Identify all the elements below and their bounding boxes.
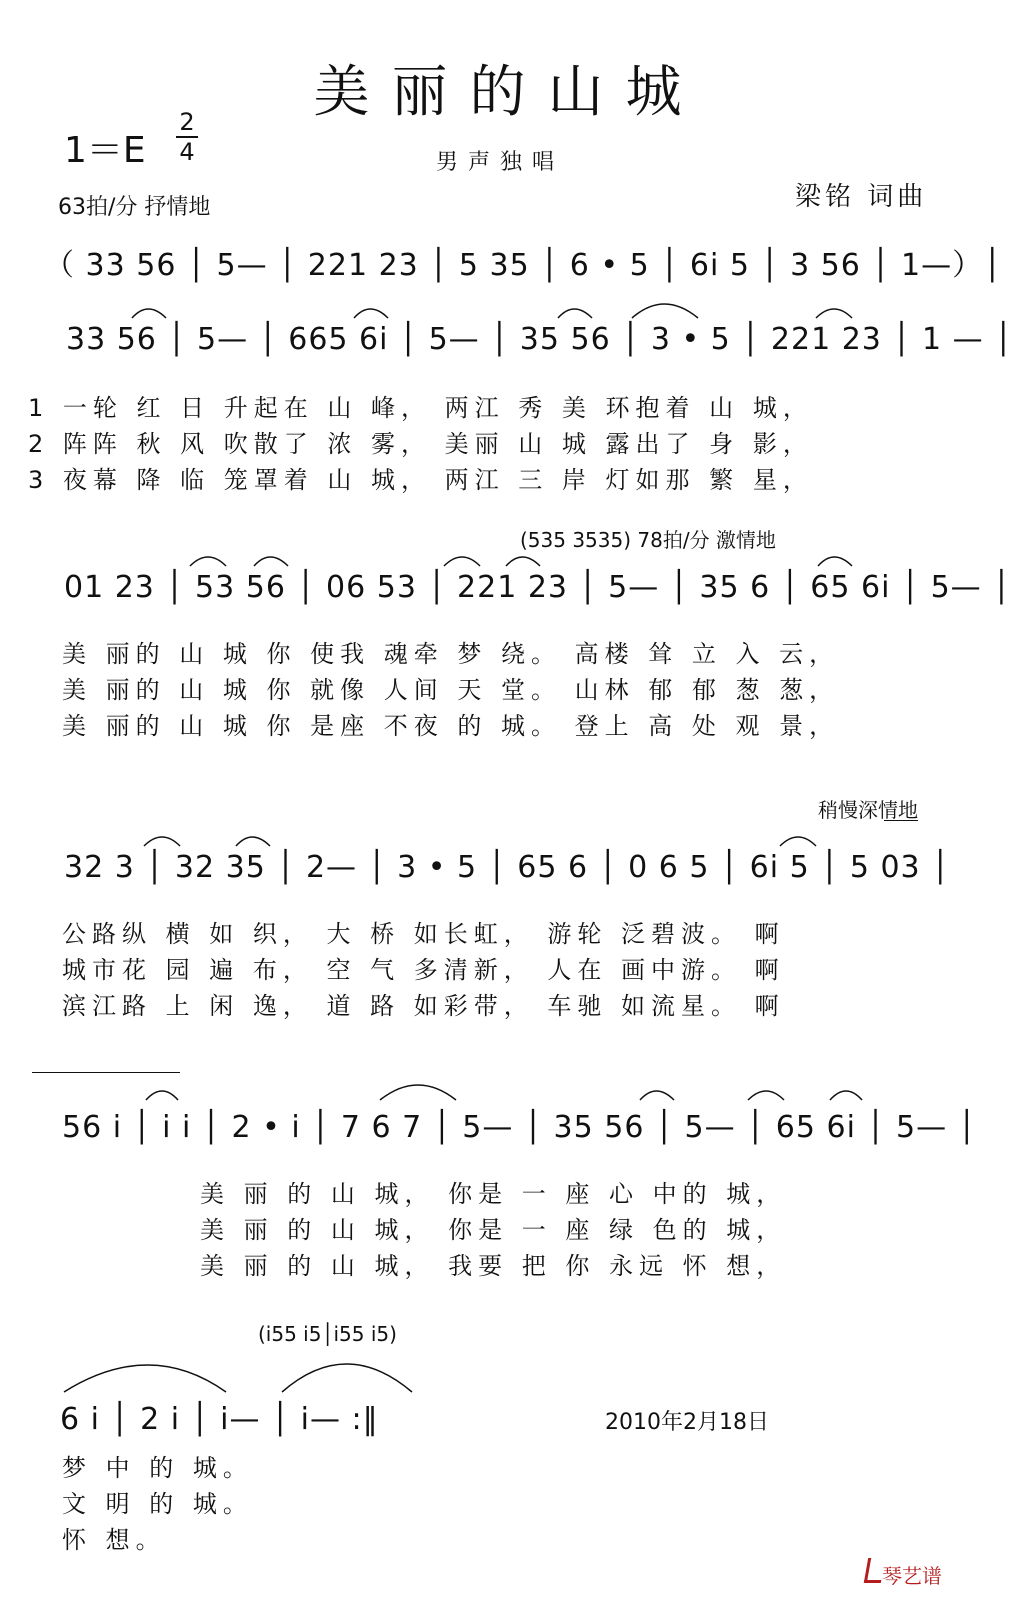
score-row-5-lyric-1: 美 丽 的 山 城， 你是 一 座 心 中的 城， [200, 1180, 787, 1208]
score-row-6-lyric-3: 怀 想。 [62, 1526, 166, 1554]
score-row-4-notes: 32 3 │ 32 35 │ 2— │ 3 • 5 │ 65 6 │ 0 6 5 │ 6i 5 │ 5 03 │ [64, 850, 951, 885]
time-signature-bottom: 4 [179, 138, 195, 166]
score-row-4-annotation: 稍慢深情地 [818, 798, 918, 822]
score-row-5-lyric-2: 美 丽 的 山 城， 你是 一 座 绿 色的 城， [200, 1216, 787, 1244]
time-signature [176, 108, 198, 166]
score-row-2-lyric-2: 2 阵阵 秋 风 吹散了 浓 雾， 美丽 山 城 露出了 身 影， [28, 430, 813, 458]
score-row-3-lyric-2: 美 丽的 山 城 你 就像 人间 天 堂。 山林 郁 郁 葱 葱， [62, 676, 840, 704]
key-signature: 1＝E [64, 130, 146, 171]
score-row-5-bracket [32, 1072, 180, 1073]
score-row-4-lyric-1: 公路纵 横 如 织， 大 桥 如长虹， 游轮 泛碧波。 啊 [62, 920, 785, 948]
score-row-4-lyric-3: 滨江路 上 闲 逸， 道 路 如彩带， 车驰 如流星。 啊 [62, 992, 785, 1020]
score-row-6-annotation: (i55 i5│i55 i5) [258, 1322, 397, 1346]
score-row-2-lyric-3: 3 夜幕 降 临 笼罩着 山 城， 两江 三 岸 灯如那 繁 星， [28, 466, 813, 494]
score-row-2-notes: 33 56 │ 5— │ 665 6i │ 5— │ 35 56 │ 3 • 5 │ 221 23 │ 1 — │ [66, 322, 1014, 357]
song-subtitle: 男声独唱 [435, 150, 564, 175]
score-row-6-lyric-2: 文 明 的 城。 [62, 1490, 253, 1518]
song-title: 美丽的山城 [313, 60, 704, 125]
score-row-2-lyric-1: 1 一轮 红 日 升起在 山 峰， 两江 秀 美 环抱着 山 城， [28, 394, 813, 422]
score-row-1-notes: （ 33 56 │ 5— │ 221 23 │ 5 35 │ 6 • 5 │ 6i 5 │ 3 56 │ 1—）│ [44, 248, 1003, 283]
score-row-3-annotation: (535 3535) 78拍/分 激情地 [520, 528, 776, 552]
tempo-marking: 63拍/分 抒情地 [58, 195, 211, 220]
composition-date: 2010年2月18日 [605, 1410, 769, 1435]
time-signature-top: 2 [179, 108, 195, 136]
score-row-5-notes: 56 i │ i i │ 2 • i │ 7 6 7 │ 5— │ 35 56 │ 5— │ 65 6i │ 5— │ [62, 1110, 977, 1145]
score-row-5-lyric-3: 美 丽 的 山 城， 我要 把 你 永远 怀 想， [200, 1252, 787, 1280]
author-credit: 梁铭 词曲 [795, 182, 928, 212]
score-row-3-lyric-1: 美 丽的 山 城 你 使我 魂牵 梦 绕。 高楼 耸 立 入 云， [62, 640, 840, 668]
score-row-6-lyric-1: 梦 中 的 城。 [62, 1454, 253, 1482]
score-row-4-lyric-2: 城市花 园 遍 布， 空 气 多清新， 人在 画中游。 啊 [62, 956, 785, 984]
score-row-4-bracket [884, 820, 918, 821]
score-row-6-notes: 6 i │ 2 i │ i— │ i— :‖ [60, 1402, 379, 1437]
score-row-3-lyric-3: 美 丽的 山 城 你 是座 不夜 的 城。 登上 高 处 观 景， [62, 712, 840, 740]
watermark-text: 琴艺谱 [882, 1564, 942, 1588]
score-row-3-notes: 01 23 │ 53 56 │ 06 53 │ 221 23 │ 5— │ 35 6 │ 65 6i │ 5— │ [64, 570, 1012, 605]
